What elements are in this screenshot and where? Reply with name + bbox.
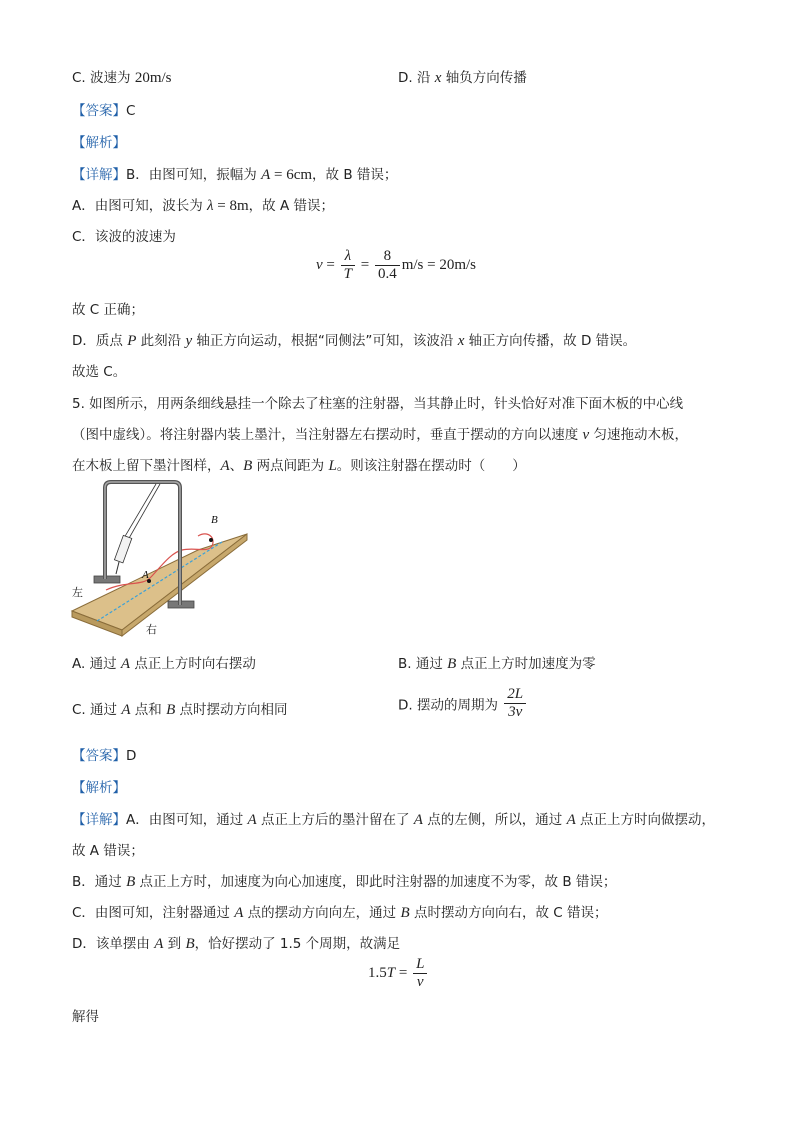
var: A bbox=[120, 656, 131, 672]
denominator: 3v bbox=[508, 704, 523, 720]
text: 点正上方时，加速度为向心加速度，即此时注射器的加速度不为零，故 B 错误； bbox=[135, 874, 617, 890]
text: D. 摆动的周期为 bbox=[398, 697, 503, 714]
option-c-prev bbox=[72, 66, 172, 87]
var: B bbox=[243, 458, 253, 474]
string-left bbox=[124, 484, 156, 538]
var: A bbox=[566, 812, 576, 828]
var: y bbox=[185, 333, 193, 349]
q5-analysis-tag: 【解析】 bbox=[72, 780, 126, 796]
text: 点时摆动方向相同 bbox=[175, 702, 288, 718]
text: ，故 A 错误； bbox=[248, 198, 334, 214]
var-t: T bbox=[386, 965, 396, 981]
value: = 6cm bbox=[270, 167, 313, 183]
option-d-prefix: D. 沿 bbox=[398, 70, 435, 86]
text: 点和 bbox=[130, 702, 167, 718]
text: A．由图可知，通过 bbox=[126, 812, 248, 828]
text: 点正上方时向右摆动 bbox=[130, 656, 256, 672]
q4-detail-line3: C．该波的波速为 bbox=[72, 229, 176, 245]
label-right: 右 bbox=[146, 623, 157, 636]
option-d-prev bbox=[398, 66, 527, 87]
denominator: 0.4 bbox=[377, 266, 397, 282]
text: 轴正方向运动，根据“同侧法”可知，该波沿 bbox=[192, 333, 458, 349]
period-formula bbox=[368, 956, 429, 991]
var: A bbox=[220, 458, 230, 474]
pendulum-board-figure bbox=[70, 478, 255, 638]
var: B bbox=[126, 874, 136, 890]
answer-tag: 【答案】 bbox=[72, 748, 126, 764]
option-c-value: 20m/s bbox=[134, 70, 172, 86]
var: B bbox=[185, 936, 195, 952]
text: 两点间距为 bbox=[252, 458, 329, 474]
text: 。则该注射器在摆动时（ ） bbox=[336, 458, 526, 474]
equals: = bbox=[395, 965, 412, 981]
var: A bbox=[247, 812, 257, 828]
detail-tag: 【详解】 bbox=[72, 812, 126, 828]
q5-option-b bbox=[398, 652, 596, 673]
fraction bbox=[413, 956, 427, 991]
coefficient: 1.5 bbox=[368, 965, 387, 981]
q5-option-d bbox=[398, 686, 528, 721]
q5-detail-line4 bbox=[72, 932, 400, 953]
text: 、 bbox=[229, 458, 244, 474]
q5-option-c bbox=[72, 698, 288, 719]
text: 到 bbox=[163, 936, 186, 952]
var: A bbox=[121, 702, 131, 718]
text: B．通过 bbox=[72, 874, 127, 890]
text: D．质点 bbox=[72, 333, 128, 349]
text: 点的左侧，所以，通过 bbox=[422, 812, 567, 828]
value: = 8m bbox=[213, 198, 249, 214]
text: ，恰好摆动了 1.5 个周期，故满足 bbox=[194, 936, 401, 952]
q4-analysis-tag: 【解析】 bbox=[72, 135, 126, 151]
q5-detail-line3 bbox=[72, 901, 607, 922]
text: B. 通过 bbox=[398, 656, 448, 672]
text: 轴正方向传播，故 D 错误。 bbox=[464, 333, 637, 349]
q5-detail-line2 bbox=[72, 870, 616, 891]
numerator: 2L bbox=[504, 686, 526, 704]
text: 点正上方时加速度为零 bbox=[456, 656, 596, 672]
q4-detail-line2 bbox=[72, 194, 334, 215]
q5-stem-line2 bbox=[72, 423, 688, 444]
var: A bbox=[154, 936, 164, 952]
text: 此刻沿 bbox=[136, 333, 186, 349]
q5-option-a bbox=[72, 652, 256, 673]
text: ，故 B 错误； bbox=[312, 167, 398, 183]
text: D．该单摆由 bbox=[72, 936, 155, 952]
var-v: v bbox=[316, 257, 323, 273]
var: v bbox=[582, 427, 590, 443]
q4-detail-line1 bbox=[72, 163, 397, 184]
q5-detail-line1 bbox=[72, 808, 715, 829]
q4-detail-line4: 故 C 正确； bbox=[72, 302, 145, 318]
text: C. 通过 bbox=[72, 702, 122, 718]
option-c-prefix: C. 波速为 bbox=[72, 70, 135, 86]
syringe-needle bbox=[116, 562, 119, 574]
syringe-body bbox=[114, 535, 131, 563]
q5-detail-line1b: 故 A 错误； bbox=[72, 843, 144, 859]
text: 点正上方后的墨汁留在了 bbox=[256, 812, 414, 828]
label-b: B bbox=[211, 514, 218, 526]
q4-detail-line6: 故选 C。 bbox=[72, 364, 127, 380]
numerator: L bbox=[413, 956, 427, 974]
q5-last-line: 解得 bbox=[72, 1009, 99, 1025]
text: 点时摆动方向向右，故 C 错误； bbox=[409, 905, 608, 921]
var: A bbox=[413, 812, 423, 828]
answer-tag: 【答案】 bbox=[72, 103, 126, 119]
text: 匀速拖动木板， bbox=[589, 427, 689, 443]
fraction bbox=[341, 248, 355, 283]
numerator: λ bbox=[341, 248, 355, 266]
var: B bbox=[400, 905, 410, 921]
fraction bbox=[375, 248, 400, 283]
var: B bbox=[447, 656, 457, 672]
var: L bbox=[328, 458, 337, 474]
answer-value: D bbox=[126, 748, 137, 764]
q5-stem-line3 bbox=[72, 454, 526, 475]
text: B．由图可知，振幅为 bbox=[126, 167, 262, 183]
q4-detail-line5 bbox=[72, 329, 636, 350]
denominator: T bbox=[343, 266, 352, 282]
var: P bbox=[127, 333, 137, 349]
option-d-suffix: 轴负方向传播 bbox=[441, 70, 527, 86]
text: A. 通过 bbox=[72, 656, 121, 672]
var: A bbox=[234, 905, 244, 921]
text: 在木板上留下墨汁图样， bbox=[72, 458, 221, 474]
point-b-dot bbox=[209, 538, 213, 542]
numerator: 8 bbox=[375, 248, 400, 266]
label-a: A bbox=[142, 569, 149, 581]
string-right bbox=[128, 484, 160, 540]
q5-stem-line1: 5. 如图所示，用两条细线悬挂一个除去了柱塞的注射器，当其静止时，针头恰好对准下面木板的中心线 bbox=[72, 396, 684, 412]
period-fraction bbox=[504, 686, 526, 721]
text: （图中虚线）。将注射器内装上墨汁，当注射器左右摆动时，垂直于摆动的方向以速度 bbox=[72, 427, 583, 443]
var: x bbox=[457, 333, 465, 349]
answer-value: C bbox=[126, 103, 136, 119]
text: 点的摆动方向向左，通过 bbox=[243, 905, 401, 921]
text: C．由图可知，注射器通过 bbox=[72, 905, 235, 921]
label-left: 左 bbox=[72, 586, 83, 599]
option-d-axis: x bbox=[434, 70, 442, 86]
text: 点正上方时向做摆动， bbox=[575, 812, 716, 828]
q5-answer bbox=[72, 744, 136, 764]
text: A．由图可知，波长为 bbox=[72, 198, 208, 214]
denominator: v bbox=[416, 974, 424, 990]
q4-answer bbox=[72, 99, 135, 119]
formula-tail: m/s = 20m/s bbox=[401, 257, 477, 273]
var: A bbox=[261, 167, 271, 183]
var: λ bbox=[207, 198, 214, 214]
detail-tag: 【详解】 bbox=[72, 167, 126, 183]
var: B bbox=[166, 702, 176, 718]
wave-speed-formula: v = $\frac{\lambda}{T}$ = $\frac{8}{0.4}$ m/s = 20m/s bbox=[316, 248, 477, 282]
